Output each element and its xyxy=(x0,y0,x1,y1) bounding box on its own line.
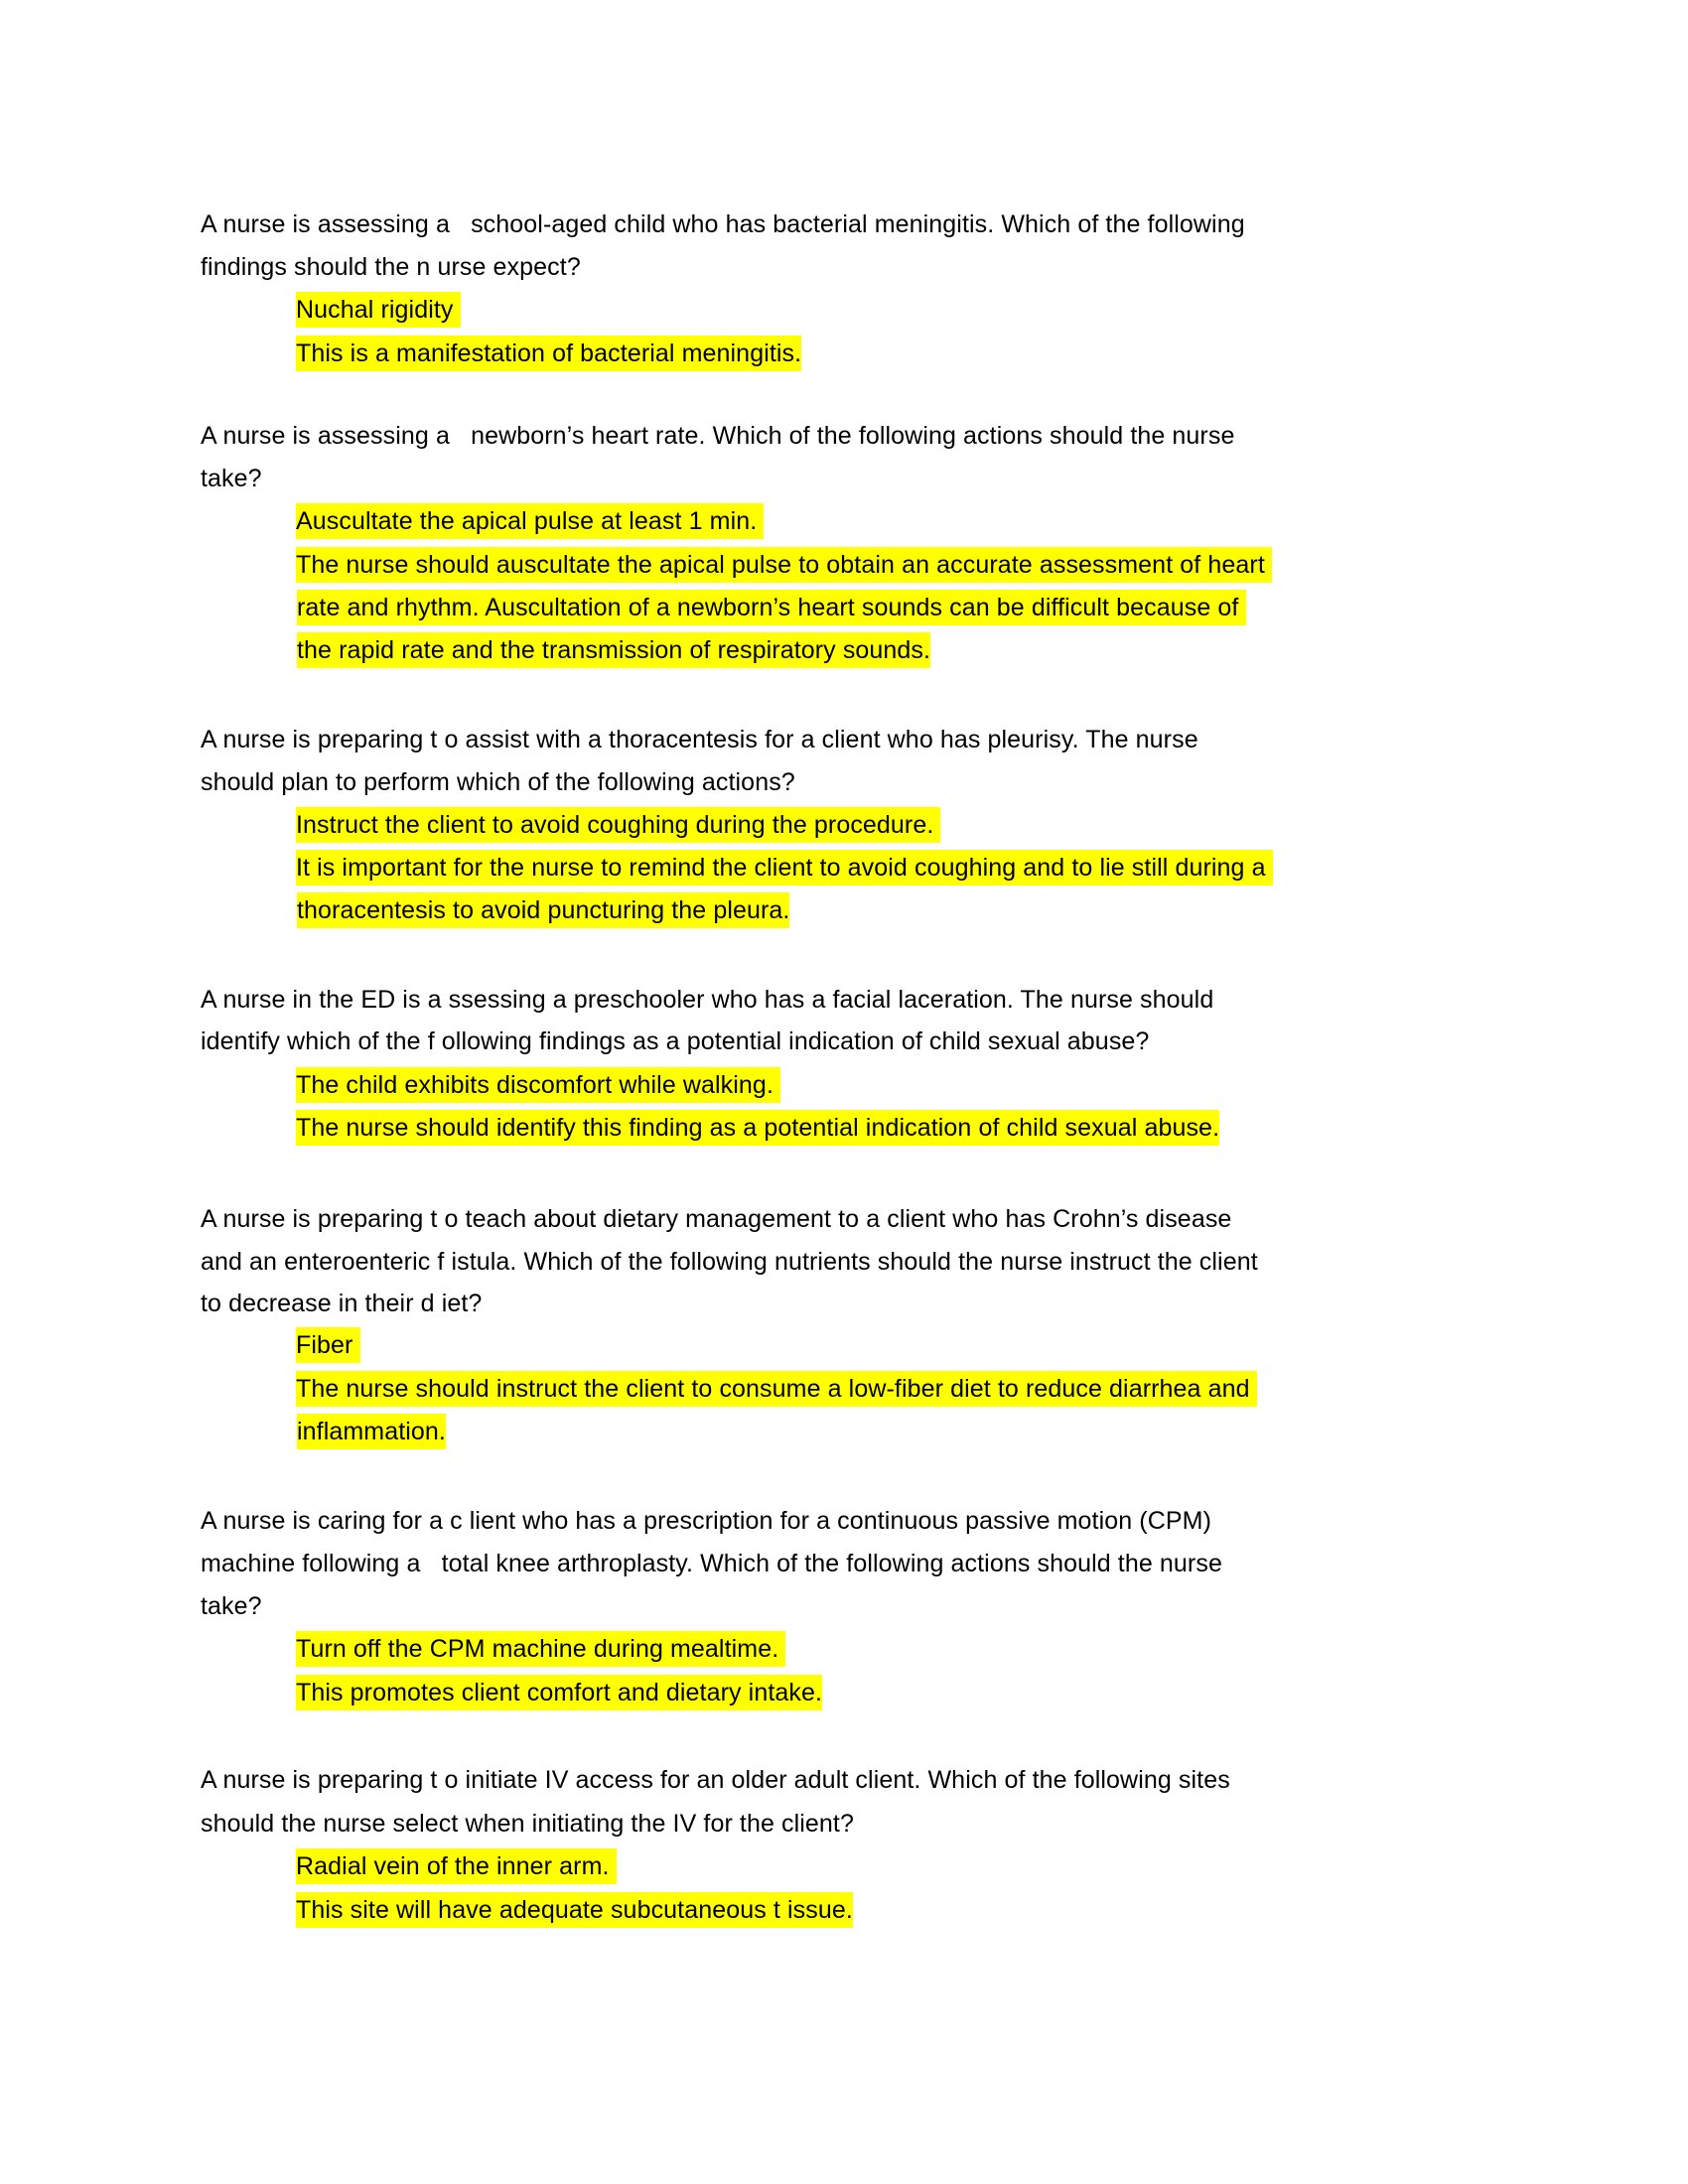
answer-line xyxy=(296,1067,780,1103)
rationale-line xyxy=(296,1110,1219,1146)
question-line: A nurse is preparing t o teach about dietary management to a client who has Crohn’s disease xyxy=(201,1205,1232,1233)
highlighted-rationale: The nurse should identify this finding as a potential indication of child sexual abuse. xyxy=(296,1110,1219,1146)
question-line: should the nurse select when initiating the IV for the client? xyxy=(201,1810,854,1838)
highlighted-rationale: The nurse should auscultate the apical pulse to obtain an accurate assessment of heart xyxy=(296,547,1272,583)
question-line: A nurse is assessing a school-aged child who has bacterial meningitis. Which of the following xyxy=(201,210,1245,238)
question-line: A nurse is caring for a c lient who has a prescription for a continuous passive motion (CPM) xyxy=(201,1507,1212,1535)
question-line: machine following a total knee arthroplasty. Which of the following actions should the nurse xyxy=(201,1550,1222,1577)
highlighted-answer: Radial vein of the inner arm. xyxy=(296,1848,617,1884)
rationale-line xyxy=(296,850,1273,886)
highlighted-answer: Nuchal rigidity xyxy=(296,292,461,328)
rationale-line xyxy=(297,892,789,928)
highlighted-rationale: This is a manifestation of bacterial meningitis. xyxy=(296,336,801,371)
highlighted-answer: The child exhibits discomfort while walking. xyxy=(296,1067,780,1103)
question-line: take? xyxy=(201,465,262,492)
question-line: take? xyxy=(201,1592,262,1620)
highlighted-rationale: rate and rhythm. Auscultation of a newborn’s heart sounds can be difficult because of xyxy=(297,590,1246,625)
answer-line xyxy=(296,503,764,539)
highlighted-rationale: thoracentesis to avoid puncturing the pleura. xyxy=(297,892,789,928)
highlighted-answer: Turn off the CPM machine during mealtime. xyxy=(296,1631,785,1667)
question-line: identify which of the f ollowing findings as a potential indication of child sexual abuse? xyxy=(201,1027,1150,1055)
answer-line xyxy=(296,1848,617,1884)
question-line: findings should the n urse expect? xyxy=(201,253,581,281)
highlighted-rationale: The nurse should instruct the client to consume a low-fiber diet to reduce diarrhea and xyxy=(296,1371,1257,1407)
answer-line xyxy=(296,1631,785,1667)
rationale-line xyxy=(296,1675,822,1710)
rationale-line xyxy=(297,1414,446,1449)
highlighted-answer: Auscultate the apical pulse at least 1 min. xyxy=(296,503,764,539)
highlighted-rationale: inflammation. xyxy=(297,1414,446,1449)
rationale-line xyxy=(296,1892,853,1928)
rationale-line xyxy=(297,590,1246,625)
answer-line xyxy=(296,807,940,843)
highlighted-answer: Fiber xyxy=(296,1327,360,1363)
rationale-line xyxy=(296,1371,1257,1407)
highlighted-rationale: This promotes client comfort and dietary intake. xyxy=(296,1675,822,1710)
highlighted-rationale: It is important for the nurse to remind the client to avoid coughing and to lie still during a xyxy=(296,850,1273,886)
answer-line xyxy=(296,1327,360,1363)
question-line: A nurse in the ED is a ssessing a preschooler who has a facial laceration. The nurse should xyxy=(201,986,1214,1014)
question-line: A nurse is assessing a newborn’s heart rate. Which of the following actions should the nurse xyxy=(201,422,1235,450)
rationale-line xyxy=(296,336,801,371)
question-line: to decrease in their d iet? xyxy=(201,1290,483,1317)
question-line: should plan to perform which of the following actions? xyxy=(201,768,795,796)
highlighted-rationale: the rapid rate and the transmission of respiratory sounds. xyxy=(297,632,930,668)
question-line: and an enteroenteric f istula. Which of the following nutrients should the nurse instruct the client xyxy=(201,1248,1258,1276)
rationale-line xyxy=(297,632,930,668)
answer-line xyxy=(296,292,461,328)
question-line: A nurse is preparing t o initiate IV access for an older adult client. Which of the following sites xyxy=(201,1766,1230,1794)
highlighted-answer: Instruct the client to avoid coughing during the procedure. xyxy=(296,807,940,843)
highlighted-rationale: This site will have adequate subcutaneous t issue. xyxy=(296,1892,853,1928)
question-line: A nurse is preparing t o assist with a thoracentesis for a client who has pleurisy. The nurse xyxy=(201,726,1198,753)
rationale-line xyxy=(296,547,1272,583)
